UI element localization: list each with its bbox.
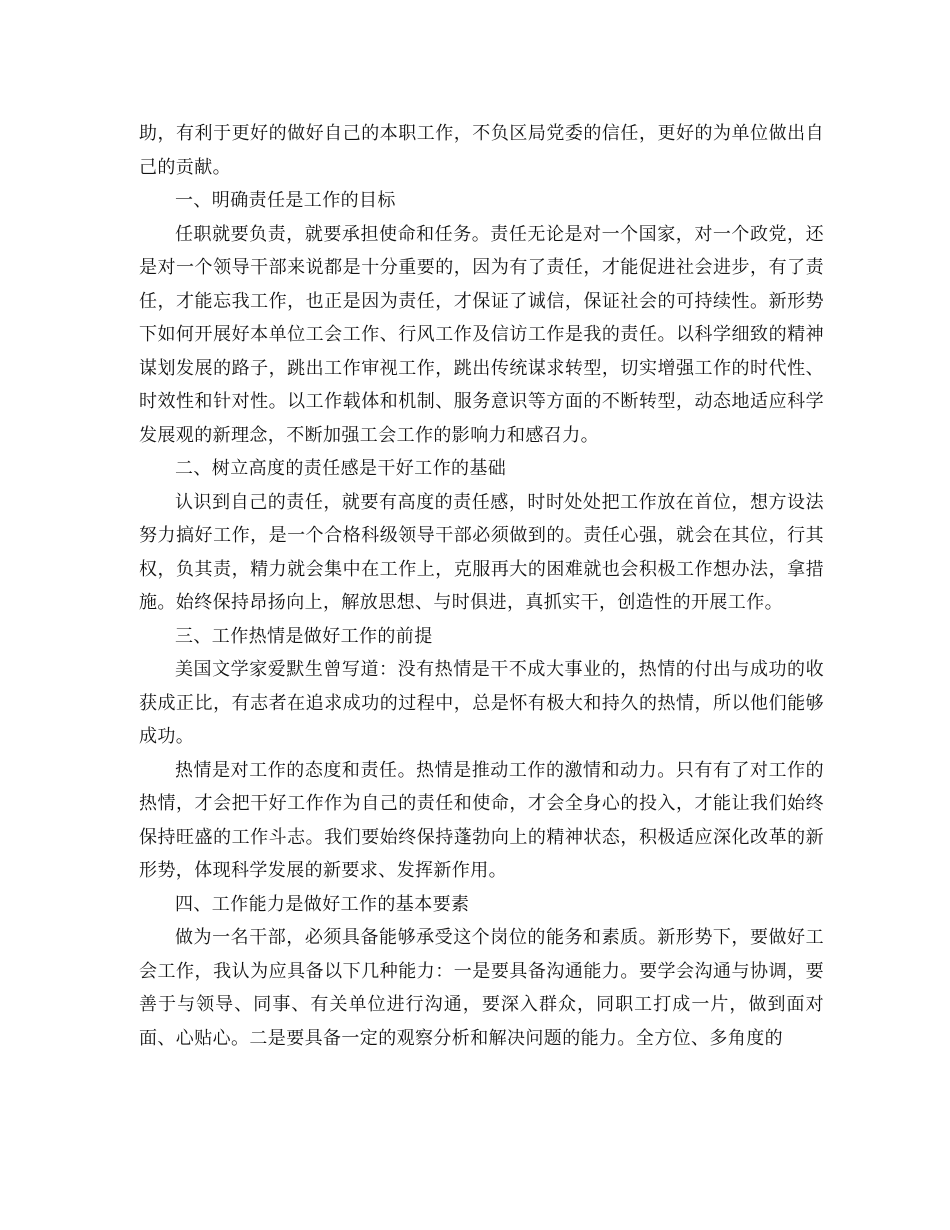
section-heading-1: 一、明确责任是工作的目标 bbox=[175, 190, 396, 211]
paragraph-sense-of-responsibility: 认识到自己的责任，就要有高度的责任感，时时处处把工作放在首位，想方设法努力搞好工作，是一个合格科级领导干部必须做到的。责任心强，就会在其位，行其权，负其责，精力就会集中在工作上，克服再大的困难就也会积极工作想办法，拿措施。始终保持昂扬向上，解放思想、与时俱进，真抓实干，创造性的开展工作。 bbox=[139, 491, 824, 613]
paragraph-responsibility: 任职就要负责，就要承担使命和任务。责任无论是对一个国家，对一个政党，还是对一个领导干部来说都是十分重要的，因为有了责任，才能促进社会进步，有了责任，才能忘我工作，也正是因为责任，才保证了诚信，保证社会的可持续性。新形势下如何开展好本单位工会工作、行风工作及信访工作是我的责任。以科学细致的精神谋划发展的路子，跳出工作审视工作，跳出传统谋求转型，切实增强工作的时代性、时效性和针对性。以工作载体和机制、服务意识等方面的不断转型，动态地适应科学发展观的新理念，不断加强工会工作的影响力和感召力。 bbox=[139, 223, 824, 446]
section-heading-4: 四、工作能力是做好工作的基本要素 bbox=[175, 893, 470, 915]
paragraph-emerson-quote: 美国文学家爱默生曾写道：没有热情是干不成大事业的，热情的付出与成功的收获成正比，有志者在追求成功的过程中，总是怀有极大和持久的热情，所以他们能够成功。 bbox=[139, 659, 824, 747]
document-body bbox=[139, 117, 824, 1055]
section-heading-2: 二、树立高度的责任感是干好工作的基础 bbox=[175, 458, 507, 479]
section-heading-3: 三、工作热情是做好工作的前提 bbox=[175, 625, 433, 647]
paragraph-ability: 做为一名干部，必须具备能够承受这个岗位的能务和素质。新形势下，要做好工会工作，我认为应具备以下几种能力：一是要具备沟通能力。要学会沟通与协调，要善于与领导、同事、有关单位进行沟通，要深入群众，同职工打成一片，做到面对面、心贴心。二是要具备一定的观察分析和解决问题的能力。全方位、多角度的 bbox=[139, 927, 824, 1049]
paragraph-enthusiasm: 热情是对工作的态度和责任。热情是推动工作的激情和动力。只有有了对工作的热情，才会把干好工作作为自己的责任和使命，才会全身心的投入，才能让我们始终保持旺盛的工作斗志。我们要始终保持蓬勃向上的精神状态，积极适应深化改革的新形势，体现科学发展的新要求、发挥新作用。 bbox=[139, 759, 824, 881]
paragraph-continuation: 助，有利于更好的做好自己的本职工作，不负区局党委的信任，更好的为单位做出自己的贡献。 bbox=[139, 123, 824, 178]
